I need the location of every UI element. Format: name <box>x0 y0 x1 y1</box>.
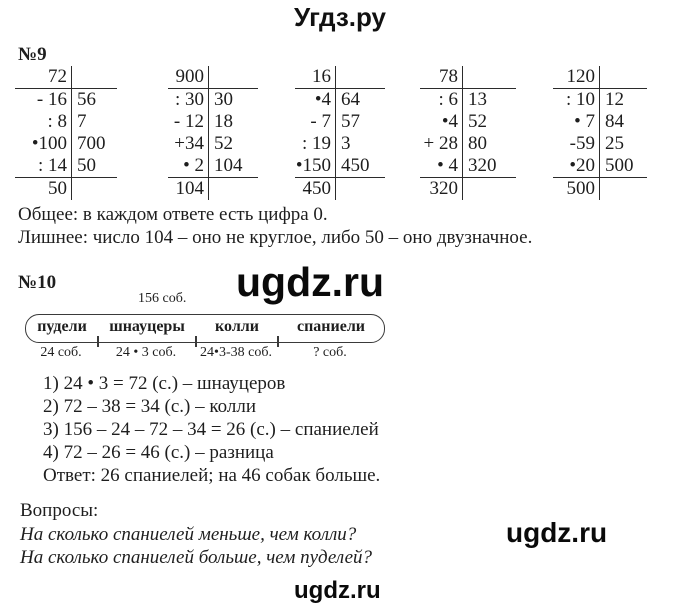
watermark-main: ugdz.ru <box>236 259 385 305</box>
chain-table <box>553 66 647 200</box>
chain-intermediate-result: 52 <box>468 111 487 132</box>
chain-row <box>168 155 258 178</box>
chain-operation: • 2 <box>168 155 209 177</box>
problem9-chain-tables <box>0 66 680 201</box>
chain-row <box>295 178 385 200</box>
chain-final-result: 500 <box>553 178 600 200</box>
chain-intermediate-result: 18 <box>214 111 233 132</box>
chain-empty-cell <box>209 178 258 200</box>
chain-operation: : 30 <box>168 89 209 111</box>
problem9-odd-note: Лишнее: число 104 – оно не круглое, либо 50 – оно двузначное. <box>18 227 533 248</box>
chain-intermediate-result: 3 <box>341 133 351 154</box>
breeds-diagram <box>25 314 385 343</box>
chain-row <box>553 133 647 155</box>
segment-value: 24 • 3 соб. <box>115 345 177 360</box>
chain-row <box>15 133 117 155</box>
chain-empty-cell <box>72 66 117 88</box>
chain-operation: : 6 <box>420 89 463 111</box>
chain-operation: •150 <box>295 155 336 177</box>
chain-operation: - 12 <box>168 111 209 133</box>
chain-row <box>420 66 516 89</box>
segment-value: 24•3-38 соб. <box>200 345 272 360</box>
chain-intermediate-result: 64 <box>341 89 360 110</box>
chain-start-value: 120 <box>553 66 600 88</box>
chain-start-value: 16 <box>295 66 336 88</box>
chain-intermediate-result: 450 <box>341 155 370 176</box>
chain-intermediate-result: 104 <box>214 155 243 176</box>
chain-row <box>168 178 258 200</box>
chain-table <box>420 66 516 200</box>
chain-operation: : 10 <box>553 89 600 111</box>
chain-operation: - 7 <box>295 111 336 133</box>
chain-table <box>15 66 117 200</box>
chain-operation: •4 <box>295 89 336 111</box>
problem10-label: №10 <box>18 272 57 293</box>
segment-name: спаниели <box>296 318 366 335</box>
chain-final-result: 50 <box>15 178 72 200</box>
chain-empty-cell <box>336 66 385 88</box>
breeds-diagram-values <box>25 345 383 363</box>
chain-row <box>553 178 647 200</box>
chain-row <box>295 89 385 111</box>
question-line: На сколько спаниелей меньше, чем колли? <box>20 524 357 545</box>
solution-step: 2) 72 – 38 = 34 (с.) – колли <box>43 396 257 417</box>
chain-operation: + 28 <box>420 133 463 155</box>
problem9-common-note: Общее: в каждом ответе есть цифра 0. <box>18 204 328 225</box>
diagram-total-label: 156 соб. <box>138 291 187 306</box>
chain-row <box>553 111 647 133</box>
chain-operation: : 8 <box>15 111 72 133</box>
chain-operation: •100 <box>15 133 72 155</box>
chain-row <box>553 66 647 89</box>
solution-step: 1) 24 • 3 = 72 (с.) – шнауцеров <box>43 373 286 394</box>
chain-operation: • 7 <box>553 111 600 133</box>
chain-row <box>15 178 117 200</box>
solution-steps <box>43 372 379 464</box>
chain-start-value: 900 <box>168 66 209 88</box>
chain-row <box>295 66 385 89</box>
solution-step: 4) 72 – 26 = 46 (с.) – разница <box>43 442 274 463</box>
chain-row <box>553 155 647 178</box>
chain-empty-cell <box>600 66 647 88</box>
segment-name: колли <box>215 318 259 335</box>
chain-empty-cell <box>463 66 516 88</box>
chain-row <box>420 111 516 133</box>
problem9-label: №9 <box>18 44 47 65</box>
chain-row <box>295 155 385 178</box>
chain-start-value: 78 <box>420 66 463 88</box>
chain-operation: • 4 <box>420 155 463 177</box>
chain-operation: : 14 <box>15 155 72 177</box>
chain-intermediate-result: 84 <box>605 111 624 132</box>
chain-row <box>168 133 258 155</box>
chain-intermediate-result: 57 <box>341 111 360 132</box>
chain-intermediate-result: 56 <box>77 89 96 110</box>
question-line: На сколько спаниелей больше, чем пуделей? <box>20 547 373 568</box>
chain-empty-cell <box>72 178 117 200</box>
chain-operation: : 19 <box>295 133 336 155</box>
chain-row <box>420 133 516 155</box>
site-title: Угдз.ру <box>294 2 386 32</box>
chain-intermediate-result: 50 <box>77 155 96 176</box>
chain-table <box>168 66 258 200</box>
chain-intermediate-result: 500 <box>605 155 634 176</box>
chain-start-value: 72 <box>15 66 72 88</box>
chain-row <box>15 155 117 178</box>
chain-empty-cell <box>209 66 258 88</box>
chain-row <box>15 89 117 111</box>
chain-intermediate-result: 12 <box>605 89 624 110</box>
chain-intermediate-result: 25 <box>605 133 624 154</box>
answer-line: Ответ: 26 спаниелей; на 46 собак больше. <box>43 465 381 486</box>
segment-name: пудели <box>37 318 87 335</box>
chain-operation: •4 <box>420 111 463 133</box>
questions-label: Вопросы: <box>20 500 99 521</box>
chain-final-result: 450 <box>295 178 336 200</box>
segment-value: 24 соб. <box>40 345 82 360</box>
chain-row <box>420 89 516 111</box>
segment-name: шнауцеры <box>109 318 185 335</box>
chain-table <box>295 66 385 200</box>
chain-row <box>420 178 516 200</box>
chain-empty-cell <box>600 178 647 200</box>
chain-empty-cell <box>463 178 516 200</box>
questions-list <box>20 523 372 569</box>
chain-row <box>168 89 258 111</box>
segment-value: ? соб. <box>313 345 347 360</box>
chain-row <box>168 111 258 133</box>
chain-intermediate-result: 7 <box>77 111 87 132</box>
chain-intermediate-result: 320 <box>468 155 497 176</box>
chain-row <box>420 155 516 178</box>
chain-row <box>295 133 385 155</box>
chain-operation: •20 <box>553 155 600 177</box>
chain-row <box>168 66 258 89</box>
chain-row <box>15 66 117 89</box>
chain-intermediate-result: 13 <box>468 89 487 110</box>
chain-row <box>553 89 647 111</box>
watermark-bottom: ugdz.ru <box>294 577 381 604</box>
chain-operation: +34 <box>168 133 209 155</box>
chain-intermediate-result: 700 <box>77 133 106 154</box>
chain-operation: - 16 <box>15 89 72 111</box>
chain-intermediate-result: 52 <box>214 133 233 154</box>
chain-final-result: 104 <box>168 178 209 200</box>
chain-operation: -59 <box>553 133 600 155</box>
solution-step: 3) 156 – 24 – 72 – 34 = 26 (с.) – спаниелей <box>43 419 379 440</box>
chain-intermediate-result: 80 <box>468 133 487 154</box>
watermark-right: ugdz.ru <box>506 517 608 548</box>
chain-intermediate-result: 30 <box>214 89 233 110</box>
chain-row <box>15 111 117 133</box>
chain-row <box>295 111 385 133</box>
chain-final-result: 320 <box>420 178 463 200</box>
chain-empty-cell <box>336 178 385 200</box>
